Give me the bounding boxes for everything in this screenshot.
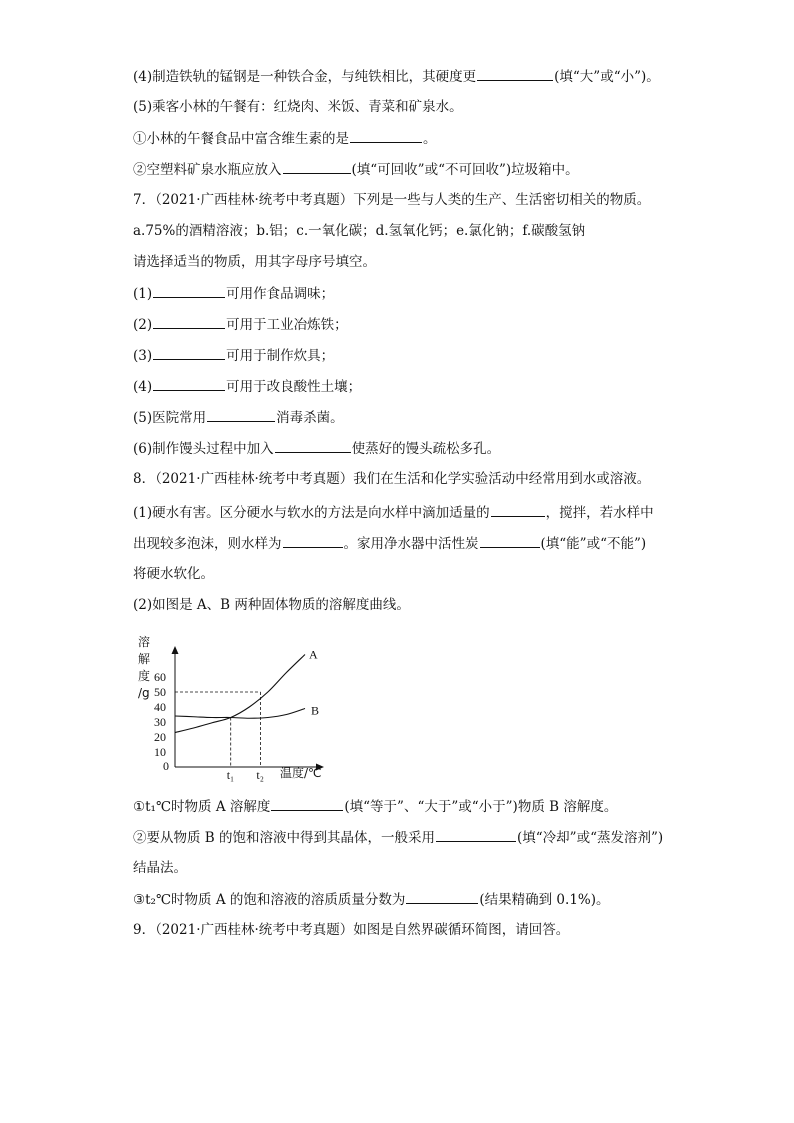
question-8-part-1-line-3: 将硬水软化。	[133, 566, 214, 582]
question-7-options: a.75%的酒精溶液；b.铝；c.一氧化碳；d.氢氧化钙；e.氯化钠；f.碳酸氢钠	[133, 223, 586, 239]
x-axis-label: 温度/℃	[280, 766, 322, 780]
y-tick-label: 30	[154, 715, 166, 729]
answer-blank[interactable]	[283, 159, 351, 174]
question-8-part-1-line-2: 出现较多泡沫，则水样为 。家用净水器中活性炭 (填“能”或“不能”)	[133, 533, 646, 554]
y-tick-label: 10	[154, 745, 166, 759]
question-7-part-2: (2) 可用于工业冶炼铁；	[133, 314, 348, 335]
series-label-A: A	[309, 647, 318, 662]
answer-blank[interactable]	[275, 438, 351, 453]
question-6-part-5: (5)乘客小林的午餐有：红烧肉、米饭、青菜和矿泉水。	[133, 99, 463, 115]
y-axis-arrow	[172, 646, 179, 654]
question-7-part-5: (5)医院常用 消毒杀菌。	[133, 407, 344, 428]
question-8-part-1-line-1: (1)硬水有害。区分硬水与软水的方法是向水样中滴加适量的 ，搅拌，若水样中	[133, 502, 654, 523]
x-tick-label-t2: t₂	[256, 768, 264, 782]
answer-blank[interactable]	[153, 345, 225, 360]
answer-blank[interactable]	[153, 376, 225, 391]
question-8-part-2-2-cont: 结晶法。	[133, 860, 187, 876]
answer-blank[interactable]	[207, 407, 275, 422]
curve-A	[175, 655, 305, 733]
answer-blank[interactable]	[491, 502, 545, 517]
answer-blank[interactable]	[153, 314, 225, 329]
y-tick-label: 40	[154, 700, 166, 714]
y-tick-label: 20	[154, 730, 166, 744]
answer-blank[interactable]	[271, 796, 343, 811]
question-8-part-2-3: ③t₂℃时物质 A 的饱和溶液的溶质质量分数为 (结果精确到 0.1%)。	[133, 889, 610, 910]
answer-blank[interactable]	[477, 66, 553, 81]
y-axis-label-char: 度	[138, 669, 151, 683]
question-8-part-2-1: ①t₁℃时物质 A 溶解度 (填“等于”、“大于”或“小于”)物质 B 溶解度。	[133, 796, 617, 817]
question-7-part-6: (6)制作馒头过程中加入 使蒸好的馒头疏松多孔。	[133, 438, 500, 459]
y-axis-label	[138, 634, 150, 700]
question-8-part-2: (2)如图是 A、B 两种固体物质的溶解度曲线。	[133, 597, 410, 613]
answer-blank[interactable]	[406, 889, 478, 904]
y-axis-label-char: 溶	[138, 635, 151, 649]
question-6-part-5-1: ①小林的午餐食品中富含维生素的是 。	[133, 128, 437, 149]
question-8-stem: 8．（2021·广西桂林·统考中考真题）我们在生活和化学实验活动中经常用到水或溶液。	[133, 471, 651, 487]
x-tick-labels	[227, 768, 264, 782]
answer-blank[interactable]	[480, 533, 540, 548]
y-axis-label-char: /g	[138, 686, 150, 700]
question-7-part-4: (4) 可用于改良酸性土壤；	[133, 376, 361, 397]
question-6-part-5-2: ②空塑料矿泉水瓶应放入 (填“可回收”或“不可回收”)垃圾箱中。	[133, 159, 579, 180]
answer-blank[interactable]	[283, 533, 343, 548]
solubility-curves	[175, 648, 319, 733]
origin-label: 0	[163, 759, 169, 773]
question-7-stem: 7．（2021·广西桂林·统考中考真题）下列是一些与人类的生产、生活密切相关的物质。	[133, 192, 651, 208]
question-7-part-1: (1) 可用作食品调味；	[133, 283, 334, 304]
answer-blank[interactable]	[350, 128, 422, 143]
question-7-instruction: 请选择适当的物质，用其字母序号填空。	[133, 254, 376, 270]
question-8-part-2-2: ②要从物质 B 的饱和溶液中得到其晶体，一般采用 (填“冷却”或“蒸发溶剂”)	[133, 827, 663, 848]
question-9-stem: 9．（2021·广西桂林·统考中考真题）如图是自然界碳循环简图，请回答。	[133, 922, 570, 938]
series-label-B: B	[311, 703, 320, 718]
answer-blank[interactable]	[153, 283, 225, 298]
question-7-part-3: (3) 可用于制作炊具；	[133, 345, 334, 366]
y-tick-label: 60	[154, 670, 166, 684]
answer-blank[interactable]	[436, 827, 516, 842]
y-tick-labels	[154, 670, 166, 759]
x-tick-label-t1: t₁	[226, 768, 235, 782]
y-axis-label-char: 解	[138, 652, 151, 666]
question-6-part-4: (4)制造铁轨的锰钢是一种铁合金，与纯铁相比，其硬度更 (填“大”或“小”)。	[133, 66, 660, 87]
y-tick-label: 50	[154, 685, 166, 699]
solubility-chart	[130, 632, 340, 782]
